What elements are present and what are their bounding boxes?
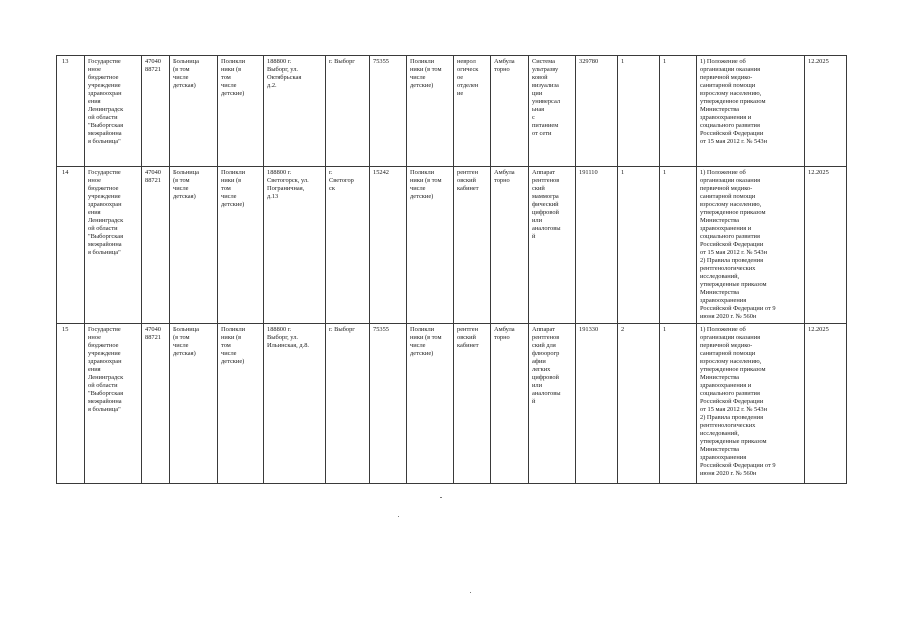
table-row [57, 167, 847, 324]
table-row [57, 56, 847, 167]
cell-clinic: Поликли ники (в том числе детские) [407, 56, 454, 167]
cell-legal-basis: 1) Положение об организации оказания первичной медико- санитарной помощи взрослому населению, утвержденное приказом Министерства здравоохранения и социального развития Российской Федерации от 15 мая 2012 г. № 543н 2) Правила проведения рентгенологических исследований, утвержденные приказом Министерства здравоохранения Российской Федерации от 9 июня 2020 г. № 560н [697, 167, 805, 324]
cell-equipment-code: 191110 [576, 167, 618, 324]
cell-clinic: Поликли ники (в том числе детские) [407, 167, 454, 324]
cell-division: Поликли ники (в том числе детские) [218, 56, 264, 167]
cell-equipment-code: 191330 [576, 324, 618, 484]
cell-equipment: Аппарат рентгенов ский маммогра фический цифровой или аналоговы й [529, 167, 576, 324]
cell-okato: 15242 [370, 167, 407, 324]
table-row [57, 324, 847, 484]
cell-care-form: Амбула торно [491, 56, 529, 167]
cell-quantity-planned: 1 [660, 324, 697, 484]
cell-address: 188800 г. Светогорск, ул. Пограничная, д.13 [264, 167, 326, 324]
scan-speck [398, 516, 399, 517]
cell-code: 47040 88721 [142, 324, 170, 484]
cell-quantity-required: 1 [618, 167, 660, 324]
cell-code: 47040 88721 [142, 167, 170, 324]
cell-division: Поликли ники (в том числе детские) [218, 324, 264, 484]
cell-city: г. Выборг [326, 56, 370, 167]
cell-facility-type: Больница (в том числе детская) [170, 324, 218, 484]
cell-legal-basis: 1) Положение об организации оказания первичной медико- санитарной помощи взрослому населению, утвержденное приказом Министерства здравоохранения и социального развития Российской Федерации от 15 мая 2012 г. № 543н 2) Правила проведения рентгенологических исследований, утвержденные приказом Министерства здравоохранения Российской Федерации от 9 июня 2020 г. № 560н [697, 324, 805, 484]
cell-room: неврол огическ ое отделен ие [454, 56, 491, 167]
cell-code: 47040 88721 [142, 56, 170, 167]
cell-organization: Государстве нное бюджетное учреждение здравоохран ения Ленинградск ой области "Выборгская межрайонна я больница" [85, 167, 142, 324]
scan-speck [440, 497, 442, 498]
cell-number: 13 [57, 56, 85, 167]
cell-equipment: Аппарат рентгенов ский для флюорогр афии легких цифровой или аналоговы й [529, 324, 576, 484]
cell-date: 12.2025 [805, 167, 847, 324]
cell-care-form: Амбула торно [491, 167, 529, 324]
cell-city: г. Светогор ск [326, 167, 370, 324]
cell-organization: Государстве нное бюджетное учреждение здравоохран ения Ленинградск ой области "Выборгская межрайонна я больница" [85, 324, 142, 484]
cell-quantity-planned: 1 [660, 167, 697, 324]
cell-equipment: Система ультразву ковой визуализа ции универсал ьная с питанием от сети [529, 56, 576, 167]
cell-date: 12.2025 [805, 56, 847, 167]
cell-okato: 75355 [370, 56, 407, 167]
cell-number: 14 [57, 167, 85, 324]
cell-quantity-planned: 1 [660, 56, 697, 167]
scan-speck [470, 592, 471, 593]
cell-division: Поликли ники (в том числе детские) [218, 167, 264, 324]
cell-address: 188800 г. Выборг, ул. Ильинская, д.8. [264, 324, 326, 484]
cell-okato: 75355 [370, 324, 407, 484]
cell-facility-type: Больница (в том числе детская) [170, 167, 218, 324]
cell-facility-type: Больница (в том числе детская) [170, 56, 218, 167]
cell-room: рентген овский кабинет [454, 167, 491, 324]
cell-room: рентген овский кабинет [454, 324, 491, 484]
cell-number: 15 [57, 324, 85, 484]
cell-clinic: Поликли ники (в том числе детские) [407, 324, 454, 484]
cell-city: г. Выборг [326, 324, 370, 484]
cell-quantity-required: 2 [618, 324, 660, 484]
cell-legal-basis: 1) Положение об организации оказания первичной медико- санитарной помощи взрослому населению, утвержденное приказом Министерства здравоохранения и социального развития Российской Федерации от 15 мая 2012 г. № 543н [697, 56, 805, 167]
cell-equipment-code: 329780 [576, 56, 618, 167]
cell-date: 12.2025 [805, 324, 847, 484]
cell-address: 188800 г. Выборг, ул. Октябрьская д.2. [264, 56, 326, 167]
cell-organization: Государстве нное бюджетное учреждение здравоохран ения Ленинградск ой области "Выборгская межрайонна я больница" [85, 56, 142, 167]
cell-care-form: Амбула торно [491, 324, 529, 484]
cell-quantity-required: 1 [618, 56, 660, 167]
equipment-table [56, 55, 847, 484]
